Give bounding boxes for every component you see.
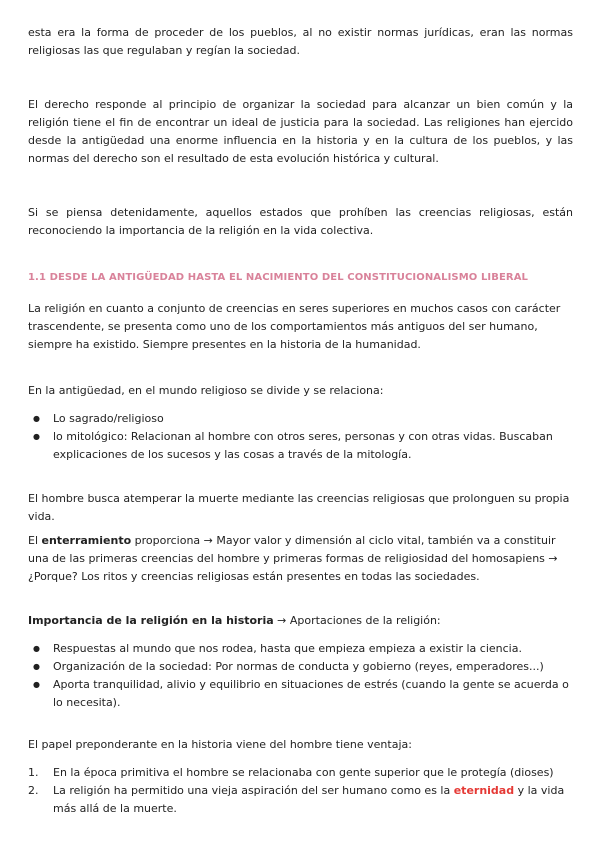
list-item [28, 764, 573, 782]
paragraph [28, 612, 573, 630]
list-item: ● lo mitológico: Relacionan al hombre con otros seres, personas y con otras vidas. Buscaban explicaciones de los sucesos y las cosas a través de la mitología. [28, 428, 573, 464]
paragraph [28, 532, 573, 586]
list-number: 2. [28, 784, 39, 797]
section-heading: 1.1 DESDE LA ANTIGÜEDAD HASTA EL NACIMIENTO DEL CONSTITUCIONALISMO LIBERAL [28, 272, 529, 283]
paragraph: En la antigüedad, en el mundo religioso se divide y se relaciona: [28, 384, 384, 397]
list-item: ● Lo sagrado/religioso [28, 410, 573, 428]
paragraph: El papel preponderante en la historia viene del hombre tiene ventaja: [28, 738, 412, 751]
text-span: La religión ha permitido una vieja aspiración del ser humano como es la [53, 784, 454, 797]
paragraph: El hombre busca atemperar la muerte mediante las creencias religiosas que prolonguen su propia vida. [28, 492, 570, 523]
text-span: El [28, 534, 42, 547]
numbered-list [28, 764, 573, 818]
document-page [28, 24, 573, 818]
text-span: proporciona → Mayor valor y dimensión al ciclo vital, también va a constituir una de las primeras creencias del hombre y primeras formas de religiosidad del homosapiens → ¿Porque? Los ritos y creencias religiosas están presentes en todas las sociedades. [28, 534, 558, 583]
text-span: En la época primitiva el hombre se relacionaba con gente superior que le protegía (dioses) [53, 766, 554, 779]
text-span: → Aportaciones de la religión: [273, 614, 441, 627]
list-item: ● Aporta tranquilidad, alivio y equilibrio en situaciones de estrés (cuando la gente se acuerda o lo necesita). [28, 676, 573, 712]
paragraph: esta era la forma de proceder de los pueblos, al no existir normas jurídicas, eran las normas religiosas las que regulaban y regían la sociedad. [28, 26, 573, 57]
list-item: ● Organización de la sociedad: Por normas de conducta y gobierno (reyes, emperadores...) [28, 658, 573, 676]
bullet-list [28, 640, 573, 712]
list-number: 1. [28, 766, 39, 779]
list-item: ● Respuestas al mundo que nos rodea, hasta que empieza empieza a existir la ciencia. [28, 640, 573, 658]
highlighted-term: eternidad [453, 784, 515, 797]
paragraph: Si se piensa detenidamente, aquellos estados que prohíben las creencias religiosas, están reconociendo la importancia de la religión en la vida colectiva. [28, 206, 573, 237]
paragraph: El derecho responde al principio de organizar la sociedad para alcanzar un bien común y la religión tiene el fin de encontrar un ideal de justicia para la sociedad. Las religiones han ejercido desde la antigüedad una enorme influencia en la historia y en la cultura de los pueblos, y las normas del derecho son el resultado de esta evolución histórica y cultural. [28, 98, 573, 165]
bold-term: enterramiento [41, 534, 132, 547]
bold-term: Importancia de la religión en la historia [28, 614, 274, 627]
text-span: y la vida más allá de la muerte. [53, 784, 565, 815]
list-item [28, 782, 573, 818]
paragraph: La religión en cuanto a conjunto de creencias en seres superiores en muchos casos con carácter trascendente, se presenta como uno de los comportamientos más antiguos del ser humano, siempre ha existido. Siempre presentes en la historia de la humanidad. [28, 302, 561, 351]
bullet-list [28, 410, 573, 464]
